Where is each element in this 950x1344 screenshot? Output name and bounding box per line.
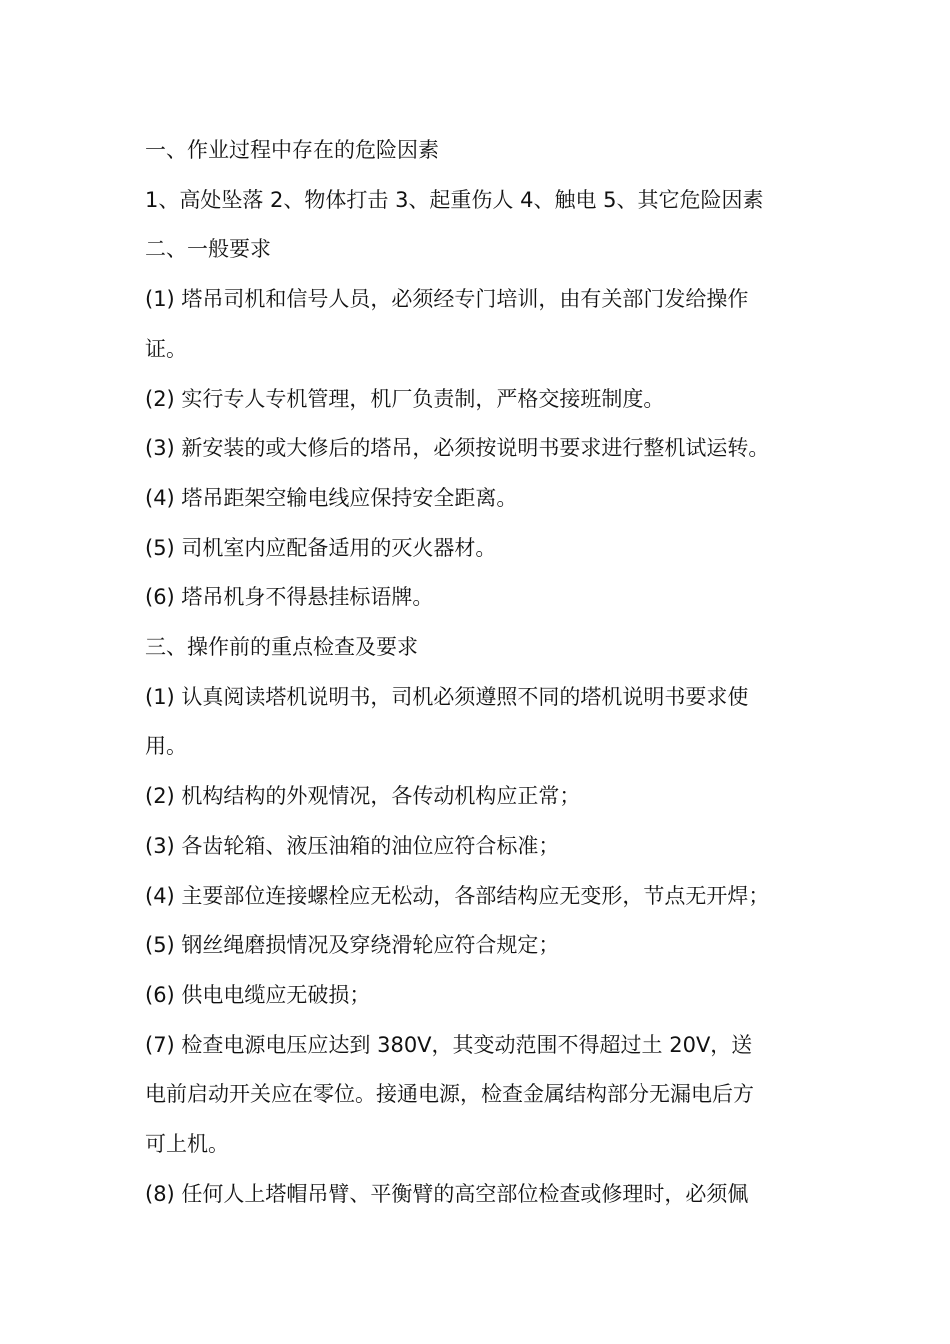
check-item-2: (2) 机构结构的外观情况，各传动机构应正常； [145, 784, 581, 809]
section-heading-general: 二、一般要求 [145, 237, 271, 262]
check-item-7-cont-2: 可上机。 [145, 1132, 229, 1157]
check-item-1-cont: 用。 [145, 734, 187, 759]
check-item-3: (3) 各齿轮箱、液压油箱的油位应符合标准； [145, 833, 560, 858]
section-heading-hazards: 一、作业过程中存在的危险因素 [145, 138, 439, 162]
document-body [145, 126, 810, 1219]
general-item-1-cont: 证。 [145, 336, 187, 361]
check-item-8: (8) 任何人上塔帽吊臂、平衡臂的高空部位检查或修理时，必须佩 [145, 1181, 749, 1206]
general-item-2: (2) 实行专人专机管理，机厂负责制，严格交接班制度。 [145, 386, 665, 411]
check-item-7: (7) 检查电源电压应达到 380V，其变动范围不得超过土 20V，送 [145, 1032, 753, 1057]
general-item-4: (4) 塔吊距架空输电线应保持安全距离。 [145, 485, 518, 510]
section-heading-pre-operation: 三、操作前的重点检查及要求 [145, 635, 418, 660]
check-item-4: (4) 主要部位连接螺栓应无松动，各部结构应无变形，节点无开焊； [145, 883, 770, 908]
general-item-5: (5) 司机室内应配备适用的灭火器材。 [145, 535, 497, 560]
check-item-7-cont: 电前启动开关应在零位。接通电源，检查金属结构部分无漏电后方 [145, 1082, 754, 1107]
check-item-1: (1) 认真阅读塔机说明书，司机必须遵照不同的塔机说明书要求使 [145, 684, 749, 709]
general-item-6: (6) 塔吊机身不得悬挂标语牌。 [145, 585, 434, 610]
hazard-list: 1、高处坠落 2、物体打击 3、起重伤人 4、触电 5、其它危险因素 [145, 187, 764, 212]
general-item-3: (3) 新安装的或大修后的塔吊，必须按说明书要求进行整机试运转。 [145, 436, 770, 461]
check-item-5: (5) 钢丝绳磨损情况及穿绕滑轮应符合规定； [145, 933, 560, 958]
general-item-1: (1) 塔吊司机和信号人员，必须经专门培训，由有关部门发给操作 [145, 287, 749, 312]
check-item-6: (6) 供电电缆应无破损； [145, 982, 371, 1007]
